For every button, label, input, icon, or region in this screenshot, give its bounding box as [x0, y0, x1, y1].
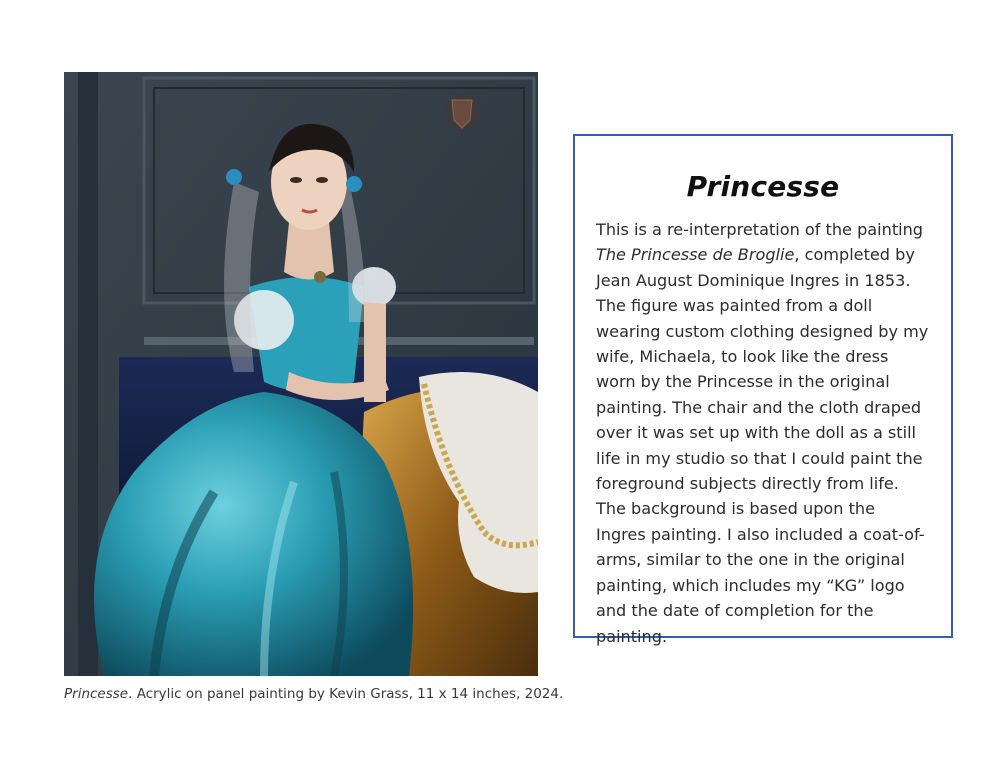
painting-image	[64, 72, 538, 676]
image-caption	[64, 686, 564, 702]
caption-title: Princesse	[64, 686, 129, 702]
coat-of-arms-icon	[444, 94, 480, 130]
description-heading: Princesse	[686, 170, 840, 203]
description-part-1: This is a re-interpretation of the painting	[596, 220, 924, 239]
description-body	[596, 217, 929, 649]
description-box	[573, 134, 953, 646]
description-part-2: , completed by Jean August Dominique Ingres in 1853. The figure was painted from a doll wearing custom clothing designed by my wife, Michaela, to look like the dress worn by the Princesse in the original painting. The chair and the cloth draped over it was set up with the doll as a still life in my studio so that I could paint the foreground subjects directly from life. The background is based upon the Ingres painting. I also included a coat-of-arms, similar to the one in the original painting, which includes my “KG” logo and the date of completion for the painting.	[596, 245, 929, 646]
caption-text: . Acrylic on panel painting by Kevin Grass, 11 x 14 inches, 2024.	[128, 686, 564, 702]
description-work-title: The Princesse de Broglie	[596, 245, 795, 265]
